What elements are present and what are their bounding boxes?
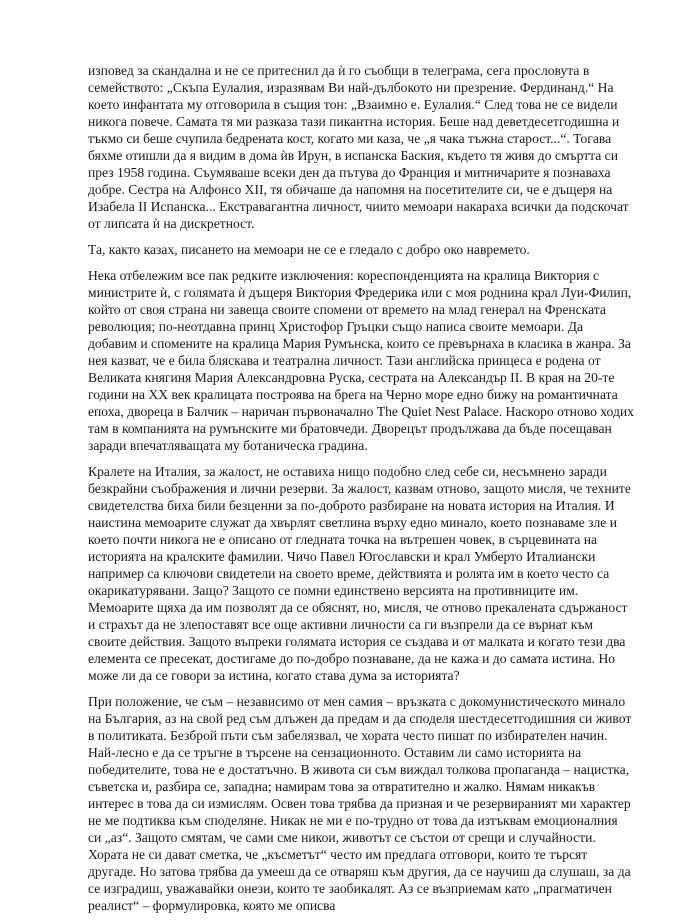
paragraph-telegram-story: изповед за скандална и не се притеснил да ѝ го съобщи в телеграма, сега прословута в семейството: „Скъпа Еулалия, изразявам Ви най-дълбокото ни презрение. Фердинанд.“ На което инфантата му отговорила в същия тон: „Взаимно е. Еулалия.“ След това не се видели никога повече. Самата тя ми разказа тази пикантна история. Беше над деветдесетгодишна и тъкмо си беше счупила бедрената кост, когато ми каза, че „я чака тъжна старост...“. Тогава бяхме отишли да я видим в дома ѝв Ирун, в испанска Баския, където тя живя до смъртта си през 1958 година. Съумяваше всеки ден да пътува до Франция и митничарите я познаваха добре. Сестра на Алфонсо XII, тя обичаше да напомня на посетителите си, че е дъщеря на Изабела II Испанска... Екстравагантна личност, чиито мемоари накараха всички да подскочат от липсата ѝ на дискретност.: [88, 63, 629, 231]
paragraph-royal-exceptions: Нека отбележим все пак редките изключения: кореспонденцията на кралица Виктория с министрите ѝ, с голямата ѝ дъщеря Виктория Фредерика или с моя роднина крал Луи-Филип, който от своя страна ни завеща своите спомени от времето на млад генерал на Френската революция; по-неотдавна принц Христофор Гръцки също написа своите мемоари. Да добавим и спомените на кралица Мария Румънска, които се превърнаха в класика в жанра. За нея казват, че е била бляскава и театрална личност. Тази английска принцеса е родена от Великата княгиня Мария Александровна Руска, сестрата на Александър II. В края на 20-те години на XX век кралицата построява на брега на Черно море едно бижу на романтичната епоха, двореца в Балчик – наричан първоначално The Quiet Nest Palace. Наскоро отново ходих там в компанията на румънските ми братовчеди. Дворецът продължава да бъде посещаван заради впечатляващата му ботаническа градина.: [88, 268, 634, 453]
paragraph-memoir-reputation: Та, както казах, писането на мемоари не се е гледало с добро око навремето.: [88, 242, 530, 257]
document-page: [88, 62, 634, 923]
paragraph-bulgaria-politics: При положение, че съм – независимо от мен самия – връзката с докомунистическото минало на България, аз на свой ред съм длъжен да предам и да споделя шестдесетгодишния си живот в политиката. Безброй пъти съм забелязвал, че хората често пишат по избирателен начин. Най-лесно е да се тръгне в търсене на сензационното. Оставим ли само историята на победителите, това не е достатъчно. В живота си съм виждал толкова пропаганда – нацистка, съветска и, разбира се, западна; намирам това за отвратително и жалко. Нямам никакъв интерес в това да си измислям. Освен това трябва да призная и че резервираният ми характер не ме подтиква към споделяне. Никак не ми е по-трудно от това да изтъквам емоционалния си „аз“. Защото смятам, че сами сме никои, животът се състои от срещи и случайности. Хората не си дават сметка, че „късметът“ често им предлага отговори, които те търсят другаде. Но затова трябва да умееш да се отваряш към другия, да се научиш да слушаш, за да се изградиш, уважавайки онези, които те заобикалят. Аз се възприемам като „прагматичен реалист“ – формулировка, която ме описва: [88, 694, 632, 913]
paragraph-kings-of-italy: Кралете на Италия, за жалост, не оставиха нищо подобно след себе си, несъмнено заради безкрайни съображения и лични резерви. За жалост, казвам отново, защото мисля, че техните свидетелства биха били безценни за по-доброто разбиране на новата история на Италия. И наистина мемоарите служат да хвърлят светлина върху едно минало, което познаваме зле и което почти никога не е описано от гледната точка на вътрешен човек, в сърцевината на историята на кралските фамилии. Чичо Павел Югославски и крал Умберто Италиански например са ключови свидетели на своето време, действията и ролята им в което често са окарикатурявани. Защо? Защото се помни единствено версията на противниците им. Мемоарите щяха да им позволят да се обяснят, но, мисля, че отново прекалената сдържаност и страхът да не злепоставят все още активни личности са ги възпрели да се върнат към своите действия. Защото въпреки голямата история се създава и от малката и когато тези два елемента се пресекат, достигаме до по-добро познаване, да не кажа и до самата истина. Но може ли да се говори за истина, когато става дума за историята?: [88, 464, 631, 683]
